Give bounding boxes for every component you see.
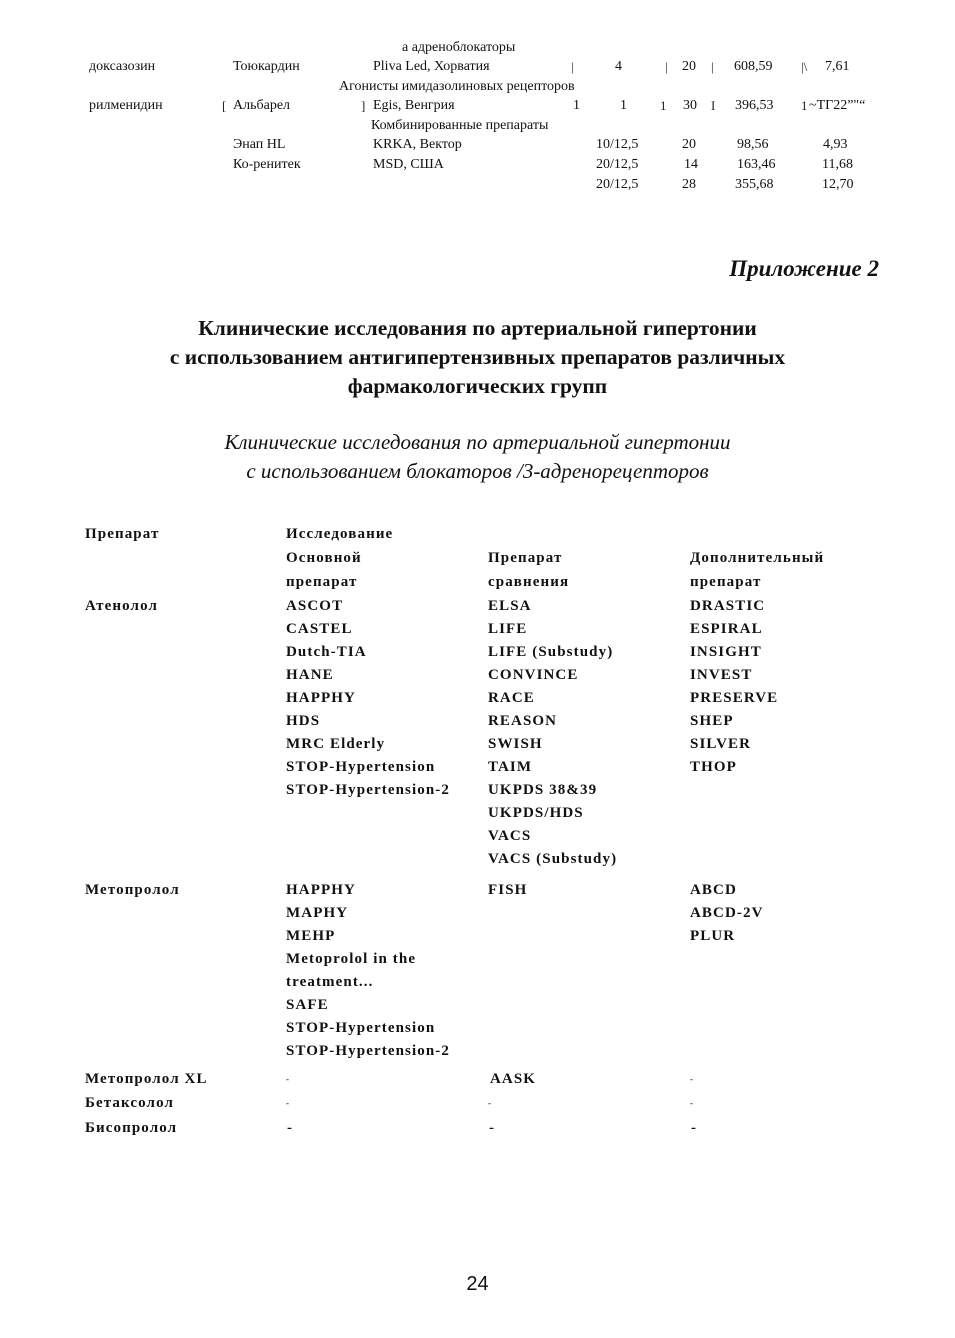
divider: [: [222, 98, 227, 113]
subheader-additional: Дополнительный: [690, 550, 825, 566]
section-subtitle: [0, 428, 955, 486]
title-line: Клинические исследования по артериальной гипертонии: [198, 316, 757, 340]
list-item: CONVINCE: [488, 667, 579, 683]
cell-empty: -: [691, 1120, 698, 1136]
divider: 1: [801, 98, 808, 113]
drug-metoprolol-xl: Метопролол XL: [85, 1071, 208, 1087]
drug-bisoprolol: Бисопролол: [85, 1120, 178, 1136]
cell-empty: -: [287, 1120, 294, 1136]
cell-count: 20: [682, 137, 696, 152]
table-row: [0, 136, 955, 154]
list-item: RACE: [488, 690, 535, 706]
header-drug: Препарат: [85, 526, 160, 542]
cell-price: 355,68: [735, 177, 774, 192]
cell-drug: рилменидин: [89, 98, 163, 113]
list-item: DRASTIC: [690, 598, 766, 614]
cell-trade-name: Энап HL: [233, 137, 286, 152]
list-item: Dutch-TIA: [286, 644, 367, 660]
list-item: STOP-Hypertension-2: [286, 1043, 450, 1059]
divider: |: [571, 59, 574, 74]
cell-empty: -: [286, 1098, 291, 1108]
group-combined-drugs: Комбинированные препараты: [371, 118, 549, 133]
subtitle-line: Клинические исследования по артериальной гипертонии: [224, 430, 731, 454]
cell-price: 163,46: [737, 157, 776, 172]
list-item: LIFE: [488, 621, 528, 637]
list-item: HDS: [286, 713, 321, 729]
cell-price: 396,53: [735, 98, 774, 113]
list-item: MRC Elderly: [286, 736, 386, 752]
list-item: ELSA: [488, 598, 532, 614]
divider: I: [711, 98, 716, 113]
list-item: STOP-Hypertension: [286, 1020, 436, 1036]
cell-count: 14: [684, 157, 698, 172]
list-item: REASON: [488, 713, 558, 729]
cell-empty: -: [488, 1098, 493, 1108]
list-item: INSIGHT: [690, 644, 762, 660]
list-item: HAPPHY: [286, 690, 356, 706]
list-item: VACS: [488, 828, 532, 844]
page-title: [0, 314, 955, 401]
atenolol-comparison-list: [488, 597, 617, 869]
list-item: treatment...: [286, 974, 374, 990]
subheader-main: препарат: [286, 574, 358, 590]
list-item: ASCOT: [286, 598, 344, 614]
metoprolol-comparison-list: [488, 881, 527, 900]
list-item: UKPDS 38&39: [488, 782, 598, 798]
list-item: THOP: [690, 759, 737, 775]
list-item: CASTEL: [286, 621, 353, 637]
divider: 1: [660, 98, 667, 113]
header-study: Исследование: [286, 526, 394, 542]
cell-empty: -: [489, 1120, 496, 1136]
list-item: MAPHY: [286, 905, 349, 921]
table-row: [0, 156, 955, 174]
cell-comparison: AASK: [490, 1071, 537, 1087]
atenolol-additional-list: [690, 597, 778, 777]
subheader-comparison: Препарат: [488, 550, 563, 566]
cell-dose: 20/12,5: [596, 177, 639, 192]
title-line: с использованием антигипертензивных препаратов различных: [169, 345, 786, 369]
list-item: PLUR: [690, 928, 736, 944]
divider: ]: [361, 98, 366, 113]
cell-empty: -: [690, 1074, 695, 1084]
list-item: HANE: [286, 667, 334, 683]
cell-count: 28: [682, 177, 696, 192]
drug-atenolol: Атенолол: [85, 598, 158, 614]
list-item: SHEP: [690, 713, 734, 729]
title-line: фармакологических групп: [347, 374, 608, 398]
subtitle-line: с использованием блокаторов /3-адренорецепторов: [246, 459, 709, 483]
list-item: ABCD-2V: [690, 905, 764, 921]
list-item: ESPIRAL: [690, 621, 763, 637]
cell-empty: -: [690, 1098, 695, 1108]
atenolol-main-list: [286, 597, 450, 800]
list-item: MEHP: [286, 928, 336, 944]
cell-dose: 1: [620, 98, 627, 113]
group-imidazoline-agonists: Агонисты имидазолиновых рецепторов: [339, 79, 575, 94]
divider: |: [711, 59, 714, 74]
subheader-main: Основной: [286, 550, 362, 566]
cell-dose: 4: [615, 59, 622, 74]
table-row: [0, 97, 955, 115]
group-alpha-blockers: а адреноблокаторы: [402, 40, 516, 55]
cell-drug: доксазозин: [89, 59, 156, 74]
cell-manufacturer: KRKA, Вектор: [373, 137, 462, 152]
cell-trade-name: Ко-ренитек: [233, 157, 301, 172]
cell-trade-name: Альбарел: [233, 98, 291, 113]
cell-price: 98,56: [737, 137, 769, 152]
cell-daily-cost: 11,68: [822, 157, 853, 172]
drug-betaxolol: Бетаксолол: [85, 1095, 174, 1111]
list-item: STOP-Hypertension: [286, 759, 436, 775]
cell-daily-cost: 12,70: [822, 177, 854, 192]
subheader-additional: препарат: [690, 574, 762, 590]
cell-daily-cost: 4,93: [823, 137, 848, 152]
appendix-label: Приложение 2: [729, 256, 879, 281]
cell-dose: 10/12,5: [596, 137, 639, 152]
metoprolol-additional-list: [690, 881, 764, 946]
cell-col4: 1: [573, 98, 580, 113]
list-item: LIFE (Substudy): [488, 644, 614, 660]
table-row: [0, 176, 955, 194]
cell-empty: -: [286, 1074, 291, 1084]
cell-manufacturer: Pliva Led, Хорватия: [373, 59, 490, 74]
cell-price: 608,59: [734, 59, 773, 74]
table-row: [0, 58, 955, 76]
cell-trade-name: Тоюкардин: [233, 59, 300, 74]
cell-daily-cost: 7,61: [825, 59, 850, 74]
list-item: SILVER: [690, 736, 752, 752]
divider: |: [665, 59, 668, 74]
list-item: STOP-Hypertension-2: [286, 782, 450, 798]
cell-manufacturer: MSD, США: [373, 157, 444, 172]
cell-dose: 20/12,5: [596, 157, 639, 172]
drug-metoprolol: Метопролол: [85, 882, 180, 898]
metoprolol-main-list: [286, 881, 450, 1061]
subheader-comparison: сравнения: [488, 574, 570, 590]
list-item: SWISH: [488, 736, 543, 752]
cell-manufacturer: Egis, Венгрия: [373, 98, 455, 113]
list-item: INVEST: [690, 667, 753, 683]
list-item: SAFE: [286, 997, 329, 1013]
divider: |\: [801, 59, 808, 74]
list-item: FISH: [488, 882, 528, 898]
list-item: VACS (Substudy): [488, 851, 618, 867]
list-item: UKPDS/HDS: [488, 805, 584, 821]
list-item: TAIM: [488, 759, 533, 775]
list-item: Metoprolol in the: [286, 951, 417, 967]
cell-count: 30: [683, 98, 697, 113]
cell-count: 20: [682, 59, 696, 74]
list-item: HAPPHY: [286, 882, 356, 898]
list-item: PRESERVE: [690, 690, 779, 706]
cell-daily-cost: ~ТГ22”"“: [809, 98, 866, 113]
page-number: 24: [466, 1273, 489, 1295]
list-item: ABCD: [690, 882, 737, 898]
